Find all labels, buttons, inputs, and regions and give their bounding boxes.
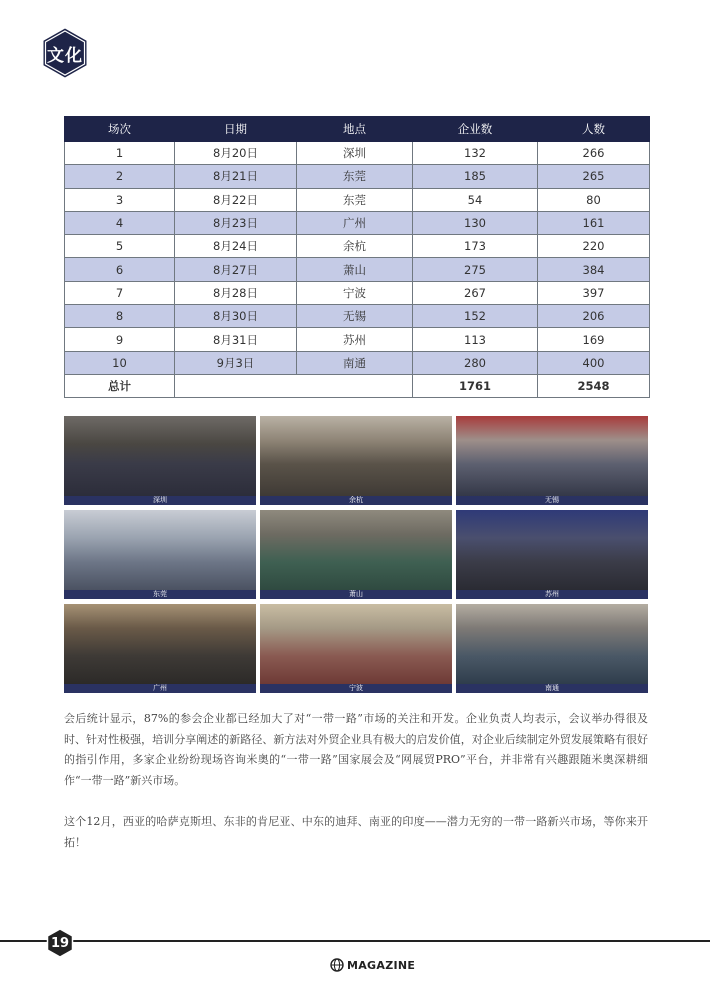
photo-scene [260,510,452,590]
cell-people: 169 [538,328,650,351]
cell-date: 8月27日 [175,258,297,281]
cell-people: 161 [538,211,650,234]
cell-date: 8月28日 [175,281,297,304]
cell-location: 苏州 [297,328,413,351]
cell-companies: 173 [413,235,538,258]
photo-scene [456,416,648,496]
table-row [65,235,650,258]
cell-people: 265 [538,165,650,188]
total-blank [175,374,413,397]
event-photo [64,416,256,505]
cell-session: 1 [65,142,175,165]
event-photo [260,510,452,599]
cell-session: 8 [65,305,175,328]
cell-people: 384 [538,258,650,281]
total-people: 2548 [538,374,650,397]
section-badge [41,27,89,79]
cell-session: 3 [65,188,175,211]
cell-companies: 185 [413,165,538,188]
globe-icon [330,958,344,972]
footer-divider [0,940,710,942]
page-number: 19 [50,935,70,951]
cell-location: 萧山 [297,258,413,281]
photo-scene [260,604,452,684]
cell-companies: 54 [413,188,538,211]
header-date: 日期 [175,117,297,142]
cell-companies: 275 [413,258,538,281]
cell-companies: 267 [413,281,538,304]
photo-caption: 东莞 [64,590,256,599]
cell-people: 266 [538,142,650,165]
table-row [65,258,650,281]
total-label: 总计 [65,374,175,397]
cell-session: 10 [65,351,175,374]
photo-scene [64,510,256,590]
cell-companies: 152 [413,305,538,328]
event-photo [456,604,648,693]
cell-date: 8月23日 [175,211,297,234]
cell-companies: 113 [413,328,538,351]
table-row [65,281,650,304]
cell-date: 8月31日 [175,328,297,351]
cell-date: 8月21日 [175,165,297,188]
cell-date: 8月24日 [175,235,297,258]
cell-people: 220 [538,235,650,258]
logo-text: MAGAZINE [347,958,416,972]
photo-scene [64,416,256,496]
cell-session: 9 [65,328,175,351]
cell-people: 397 [538,281,650,304]
session-table [64,116,650,398]
photo-caption: 宁波 [260,684,452,693]
table-header-row [65,117,650,142]
photo-scene [64,604,256,684]
header-people: 人数 [538,117,650,142]
header-companies: 企业数 [413,117,538,142]
cell-companies: 130 [413,211,538,234]
table-total-row [65,374,650,397]
page-number-badge [46,928,74,958]
cell-date: 8月20日 [175,142,297,165]
cell-location: 南通 [297,351,413,374]
event-photo [456,510,648,599]
photo-caption: 余杭 [260,496,452,505]
cell-companies: 280 [413,351,538,374]
event-photo [64,604,256,693]
cell-date: 8月30日 [175,305,297,328]
cell-location: 无锡 [297,305,413,328]
magazine-logo [330,957,415,973]
cell-location: 余杭 [297,235,413,258]
event-photo [64,510,256,599]
cell-location: 东莞 [297,188,413,211]
cell-location: 东莞 [297,165,413,188]
cell-people: 80 [538,188,650,211]
cell-companies: 132 [413,142,538,165]
body-paragraph: 这个12月，西亚的哈萨克斯坦、东非的肯尼亚、中东的迪拜、南亚的印度——潜力无穷的一带一路新兴市场，等你来开拓！ [64,815,648,849]
cell-session: 5 [65,235,175,258]
cell-people: 206 [538,305,650,328]
cell-location: 宁波 [297,281,413,304]
event-photo [456,416,648,505]
table-row [65,305,650,328]
photo-caption: 南通 [456,684,648,693]
cell-session: 4 [65,211,175,234]
body-paragraph: 会后统计显示，87%的参会企业都已经加大了对“一带一路”市场的关注和开发。企业负责人均表示，会议举办得很及时、针对性极强，培训分享阐述的新路径、新方法对外贸企业具有极大的启发价值，对企业后续制定外贸发展策略有很好的指引作用，多家企业纷纷现场咨询米奥的“一带一路”国家展会及“网展贸PRO”平台，并非常有兴趣跟随米奥深耕细作“一带一路”新兴市场。 [64,712,648,787]
table-row [65,165,650,188]
photo-caption: 深圳 [64,496,256,505]
photo-caption: 萧山 [260,590,452,599]
event-photo [260,604,452,693]
cell-session: 2 [65,165,175,188]
header-location: 地点 [297,117,413,142]
cell-date: 8月22日 [175,188,297,211]
photo-caption: 无锡 [456,496,648,505]
cell-date: 9月3日 [175,351,297,374]
table-row [65,211,650,234]
photo-scene [456,604,648,684]
photo-caption: 广州 [64,684,256,693]
table-row [65,142,650,165]
section-label: 文化 [47,45,83,66]
event-photo-grid [64,416,648,692]
cell-location: 广州 [297,211,413,234]
event-photo [260,416,452,505]
table-row [65,351,650,374]
photo-caption: 苏州 [456,590,648,599]
table-row [65,328,650,351]
cell-session: 6 [65,258,175,281]
cell-session: 7 [65,281,175,304]
cell-location: 深圳 [297,142,413,165]
photo-scene [456,510,648,590]
cell-people: 400 [538,351,650,374]
header-session: 场次 [65,117,175,142]
photo-scene [260,416,452,496]
table-row [65,188,650,211]
total-companies: 1761 [413,374,538,397]
